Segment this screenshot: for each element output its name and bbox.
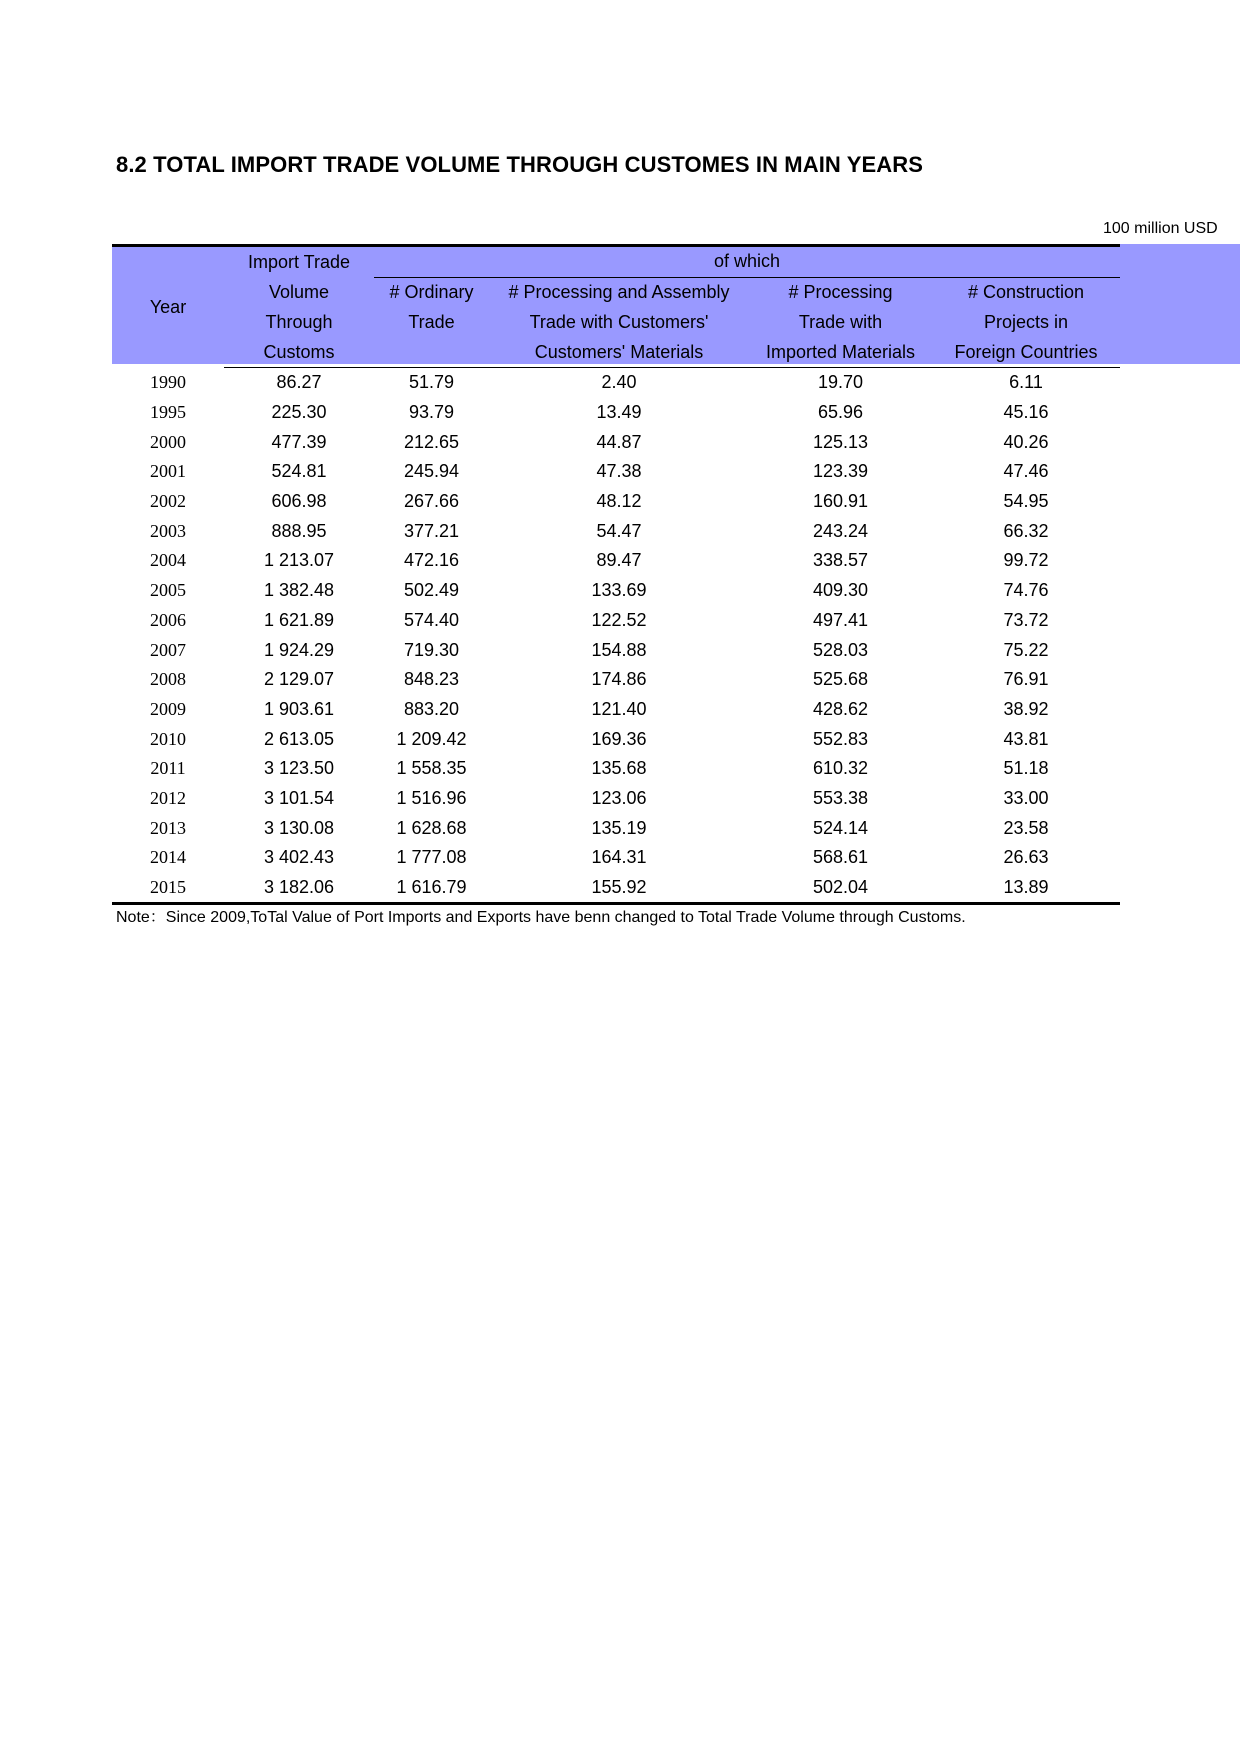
header-processing-imported-line-2: Trade with bbox=[798, 311, 883, 332]
table-row bbox=[112, 695, 1120, 725]
cell-processing-imported: 19.70 bbox=[817, 372, 864, 393]
import-trade-table bbox=[112, 244, 1120, 905]
header-processing-assembly-line-1: # Processing and Assembly bbox=[508, 282, 730, 303]
cell-processing-imported: 553.38 bbox=[812, 787, 869, 808]
cell-construction: 51.18 bbox=[1003, 758, 1049, 779]
cell-ordinary: 245.94 bbox=[403, 461, 460, 482]
cell-construction: 75.22 bbox=[1003, 639, 1049, 660]
cell-processing-assembly: 164.31 bbox=[591, 847, 647, 868]
header-processing-imported-line-1: # Processing bbox=[788, 282, 893, 303]
cell-year: 2000 bbox=[150, 431, 186, 452]
cell-ordinary: 93.79 bbox=[408, 402, 455, 423]
cell-total: 524.81 bbox=[271, 461, 327, 482]
cell-processing-imported: 528.03 bbox=[812, 639, 869, 660]
cell-ordinary: 848.23 bbox=[403, 669, 460, 690]
header-ordinary-line-3 bbox=[374, 337, 489, 367]
cell-processing-imported: 610.32 bbox=[812, 758, 869, 779]
cell-year: 2010 bbox=[150, 728, 186, 749]
table-body bbox=[112, 368, 1120, 904]
header-processing-assembly-line-3: Customers' Materials bbox=[489, 337, 749, 367]
cell-processing-imported: 497.41 bbox=[812, 609, 869, 630]
cell-year: 1995 bbox=[150, 402, 186, 423]
cell-construction: 13.89 bbox=[932, 873, 1120, 904]
cell-total: 606.98 bbox=[271, 491, 327, 512]
cell-construction: 54.95 bbox=[1003, 491, 1049, 512]
cell-total: 3 123.50 bbox=[263, 758, 335, 779]
cell-year: 2007 bbox=[150, 639, 186, 660]
table-row bbox=[112, 873, 1120, 904]
table-row bbox=[112, 665, 1120, 695]
cell-ordinary: 267.66 bbox=[403, 491, 460, 512]
cell-processing-assembly: 135.19 bbox=[591, 817, 647, 838]
cell-processing-imported: 524.14 bbox=[812, 817, 869, 838]
cell-processing-imported: 568.61 bbox=[812, 847, 869, 868]
cell-ordinary: 377.21 bbox=[403, 520, 460, 541]
cell-total: 888.95 bbox=[271, 520, 327, 541]
page-title: 8.2 TOTAL IMPORT TRADE VOLUME THROUGH CUSTOMES IN MAIN YEARS bbox=[116, 152, 924, 177]
header-processing-imported-line-3: Imported Materials bbox=[749, 337, 932, 367]
table-row bbox=[112, 398, 1120, 428]
cell-year: 1990 bbox=[150, 372, 186, 393]
header-ordinary-line-2: Trade bbox=[408, 311, 455, 332]
cell-processing-assembly: 13.49 bbox=[596, 402, 642, 423]
cell-processing-assembly: 44.87 bbox=[596, 431, 642, 452]
cell-processing-assembly: 48.12 bbox=[596, 491, 642, 512]
cell-construction: 45.16 bbox=[1003, 402, 1049, 423]
header-year: Year bbox=[112, 246, 224, 368]
table-row bbox=[112, 754, 1120, 784]
cell-ordinary: 51.79 bbox=[408, 372, 455, 393]
header-construction-line-3: Foreign Countries bbox=[932, 337, 1120, 367]
cell-year: 2001 bbox=[150, 461, 186, 482]
cell-processing-imported: 552.83 bbox=[812, 728, 869, 749]
cell-total: 1 924.29 bbox=[263, 639, 335, 660]
cell-processing-assembly: 121.40 bbox=[591, 698, 647, 719]
cell-total: 1 621.89 bbox=[263, 609, 335, 630]
table-row bbox=[112, 368, 1120, 398]
header-ordinary-line-1: # Ordinary bbox=[389, 282, 474, 303]
header-construction-line-1: # Construction bbox=[967, 282, 1085, 303]
cell-ordinary: 1 777.08 bbox=[396, 847, 467, 868]
table-note: Note：Since 2009,ToTal Value of Port Imports and Exports have benn changed to Total Trade Volume through Customs. bbox=[116, 909, 966, 926]
cell-processing-assembly: 2.40 bbox=[601, 372, 637, 393]
table-row bbox=[112, 457, 1120, 487]
cell-processing-assembly: 174.86 bbox=[591, 669, 647, 690]
cell-ordinary: 502.49 bbox=[403, 580, 460, 601]
cell-processing-imported: 125.13 bbox=[812, 431, 869, 452]
cell-total: 3 101.54 bbox=[263, 787, 335, 808]
cell-processing-imported: 243.24 bbox=[812, 520, 869, 541]
cell-ordinary: 472.16 bbox=[403, 550, 460, 571]
cell-total: 2 129.07 bbox=[263, 669, 335, 690]
table-row bbox=[112, 843, 1120, 873]
table-row bbox=[112, 635, 1120, 665]
cell-processing-assembly: 155.92 bbox=[489, 873, 749, 904]
cell-processing-imported: 160.91 bbox=[812, 491, 869, 512]
cell-year: 2005 bbox=[150, 580, 186, 601]
cell-processing-assembly: 135.68 bbox=[591, 758, 647, 779]
cell-year: 2004 bbox=[150, 550, 186, 571]
cell-construction: 76.91 bbox=[1003, 669, 1049, 690]
cell-year: 2011 bbox=[150, 758, 186, 779]
cell-construction: 26.63 bbox=[1003, 847, 1049, 868]
cell-construction: 6.11 bbox=[1009, 372, 1043, 393]
cell-processing-assembly: 154.88 bbox=[591, 639, 647, 660]
cell-year: 2013 bbox=[150, 817, 186, 838]
table-row bbox=[112, 487, 1120, 517]
cell-total: 2 613.05 bbox=[263, 728, 335, 749]
cell-total: 225.30 bbox=[271, 402, 327, 423]
header-total-line-2: Volume bbox=[268, 281, 330, 302]
cell-processing-assembly: 47.38 bbox=[596, 461, 642, 482]
cell-ordinary: 1 628.68 bbox=[396, 817, 467, 838]
cell-year: 2012 bbox=[150, 787, 186, 808]
cell-construction: 99.72 bbox=[1003, 550, 1049, 571]
cell-year: 2006 bbox=[150, 609, 186, 630]
header-processing-assembly-line-2: Trade with Customers' bbox=[529, 311, 709, 332]
cell-processing-assembly: 122.52 bbox=[591, 609, 647, 630]
header-total-line-4: Customs bbox=[224, 337, 374, 367]
cell-construction: 33.00 bbox=[1003, 787, 1049, 808]
cell-processing-imported: 502.04 bbox=[749, 873, 932, 904]
cell-construction: 47.46 bbox=[1003, 461, 1049, 482]
cell-total: 3 130.08 bbox=[263, 817, 335, 838]
cell-construction: 40.26 bbox=[1003, 431, 1049, 452]
cell-ordinary: 1 616.79 bbox=[374, 873, 489, 904]
cell-ordinary: 719.30 bbox=[403, 639, 460, 660]
cell-ordinary: 212.65 bbox=[403, 431, 460, 452]
cell-ordinary: 1 516.96 bbox=[396, 787, 467, 808]
table-row bbox=[112, 427, 1120, 457]
cell-ordinary: 1 209.42 bbox=[396, 728, 467, 749]
header-total-line-1: Import Trade bbox=[224, 246, 374, 278]
header-total-line-3: Through bbox=[265, 311, 333, 332]
table-row bbox=[112, 606, 1120, 636]
cell-total: 86.27 bbox=[276, 372, 322, 393]
cell-processing-imported: 525.68 bbox=[812, 669, 869, 690]
table-row bbox=[112, 576, 1120, 606]
header-construction-line-2: Projects in bbox=[984, 311, 1069, 332]
cell-total: 1 903.61 bbox=[263, 698, 335, 719]
table-row bbox=[112, 724, 1120, 754]
cell-construction: 43.81 bbox=[1003, 728, 1049, 749]
cell-construction: 66.32 bbox=[1003, 520, 1049, 541]
cell-processing-assembly: 133.69 bbox=[591, 580, 647, 601]
cell-processing-assembly: 54.47 bbox=[596, 520, 642, 541]
cell-processing-imported: 428.62 bbox=[812, 698, 869, 719]
table-row bbox=[112, 813, 1120, 843]
cell-processing-imported: 338.57 bbox=[812, 550, 869, 571]
cell-year: 2014 bbox=[150, 847, 186, 868]
unit-label: 100 million USD bbox=[1103, 220, 1218, 237]
cell-construction: 73.72 bbox=[1003, 609, 1049, 630]
cell-ordinary: 883.20 bbox=[403, 698, 460, 719]
cell-year: 2015 bbox=[112, 873, 224, 904]
cell-construction: 38.92 bbox=[1003, 698, 1049, 719]
cell-total: 477.39 bbox=[271, 431, 327, 452]
cell-ordinary: 1 558.35 bbox=[396, 758, 467, 779]
header-of-which: of which bbox=[374, 246, 1120, 278]
cell-total: 1 213.07 bbox=[263, 550, 335, 571]
cell-year: 2003 bbox=[150, 520, 186, 541]
cell-processing-assembly: 169.36 bbox=[591, 728, 647, 749]
cell-year: 2008 bbox=[150, 669, 186, 690]
cell-total: 3 182.06 bbox=[224, 873, 374, 904]
cell-processing-assembly: 89.47 bbox=[596, 550, 642, 571]
cell-total: 1 382.48 bbox=[263, 580, 335, 601]
cell-ordinary: 574.40 bbox=[403, 609, 460, 630]
cell-processing-imported: 409.30 bbox=[812, 580, 869, 601]
cell-construction: 23.58 bbox=[1003, 817, 1049, 838]
table-row bbox=[112, 516, 1120, 546]
cell-year: 2009 bbox=[150, 698, 186, 719]
cell-processing-assembly: 123.06 bbox=[591, 787, 647, 808]
cell-construction: 74.76 bbox=[1003, 580, 1049, 601]
cell-total: 3 402.43 bbox=[263, 847, 335, 868]
cell-year: 2002 bbox=[150, 491, 186, 512]
table-row bbox=[112, 784, 1120, 814]
cell-processing-imported: 123.39 bbox=[812, 461, 869, 482]
cell-processing-imported: 65.96 bbox=[817, 402, 864, 423]
table-row bbox=[112, 546, 1120, 576]
